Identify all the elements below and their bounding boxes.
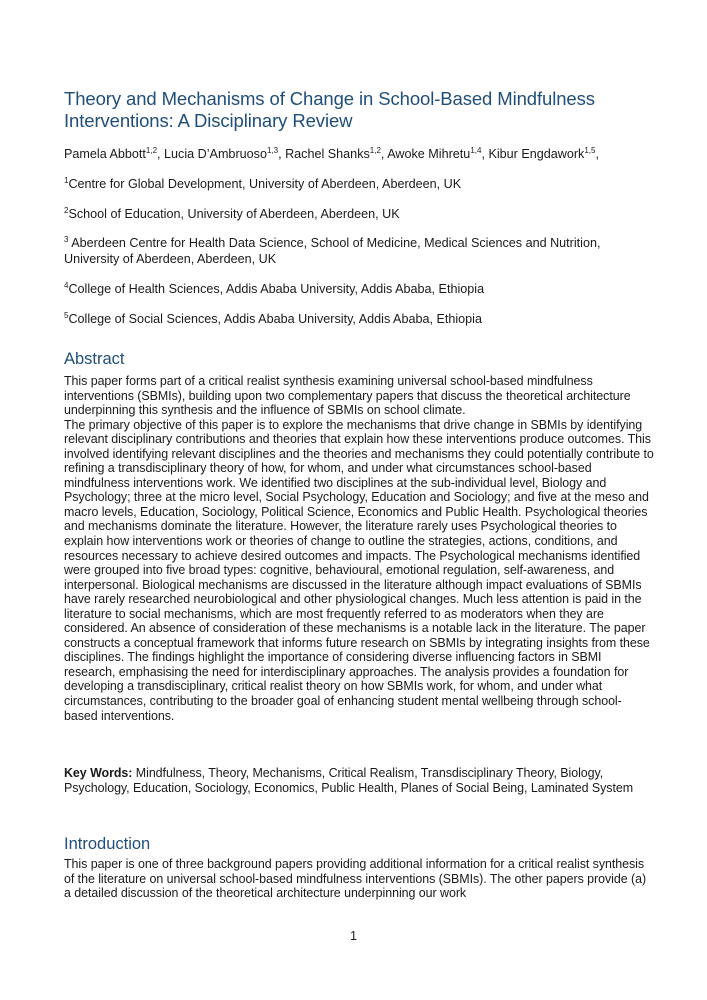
author-list — [64, 146, 654, 162]
author: Rachel Shanks$^{1,2}$, — [285, 146, 388, 161]
affiliation-4: $^4$College of Health Sciences, Addis Ababa University, Addis Ababa, Ethiopia — [64, 281, 485, 296]
affiliation-1: $^1$Centre for Global Development, University of Aberdeen, Aberdeen, UK — [64, 176, 462, 191]
abstract-paragraph: This paper forms part of a critical realist synthesis examining universal school-based mindfulness interventions (SBMIs), building upon two complementary papers that discuss the theoretical architecture underpinning this synthesis and the influence of SBMIs on school climate. — [64, 374, 631, 418]
keywords — [64, 766, 654, 795]
introduction-heading: Introduction — [64, 835, 151, 853]
abstract-body — [64, 374, 654, 723]
abstract-heading: Abstract — [64, 350, 125, 368]
affiliation-3: $^3$ Aberdeen Centre for Health Data Science, School of Medicine, Medical Sciences and Nutrition, University of Aberdeen, Aberdeen, UK — [64, 235, 601, 266]
keywords-text: Mindfulness, Theory, Mechanisms, Critical Realism, Transdisciplinary Theory, Biology, Psychology, Education, Sociology, Economics, Public Health, Planes of Social Being, Laminated System — [64, 766, 634, 795]
paper-title: Theory and Mechanisms of Change in School-Based Mindfulness Interventions: A Disciplinary Review — [64, 88, 595, 131]
affiliation-2: $^2$School of Education, University of Aberdeen, Aberdeen, UK — [64, 206, 400, 221]
author: Pamela Abbott$^{1,2}$, — [64, 146, 165, 161]
introduction-body: This paper is one of three background papers providing additional information for a critical realist synthesis of the literature on universal school-based mindfulness interventions (SBMIs). The other papers provide (a) a detailed discussion of the theoretical architecture underpinning our work — [64, 857, 647, 901]
author: Awoke Mihretu$^{1,4}$, — [387, 146, 489, 161]
author: Lucia D’Ambruoso$^{1,3}$, — [164, 146, 286, 161]
affiliation-5: $^5$College of Social Sciences, Addis Ababa University, Addis Ababa, Ethiopia — [64, 311, 482, 326]
page-number: 1 — [349, 929, 357, 943]
keywords-label: Key Words: — [64, 766, 133, 780]
author: Kibur Engdawork$^{1,5}$, — [488, 146, 599, 161]
abstract-paragraph: The primary objective of this paper is to explore the mechanisms that drive change in SBMIs by identifying relevant disciplinary contributions and theories that explain how these interventions produce outcomes. This involved identifying relevant disciplines and the theories and mechanisms they could potentially contribute to refining a transdisciplinary theory of how, for whom, and under what circumstances school-based mindfulness interventions work. We identified two disciplines at the sub-individual level, Biology and Psychology; three at the micro level, Social Psychology, Education and Sociology; and five at the meso and macro levels, Education, Sociology, Political Science, Economics and Public Health. Psychological theories and mechanisms dominate the literature. However, the literature rarely uses Psychological theories to explain how interventions work or theories of change to outline the strategies, actions, conditions, and resources necessary to achieve desired outcomes and impacts. The Psychological mechanisms identified were grouped into five broad types: cognitive, behavioural, emotional regulation, self-awareness, and interpersonal. Biological mechanisms are discussed in the literature although impact evaluations of SBMIs have rarely researched neurobiological and other physiological changes. Much less attention is paid in the literature to social mechanisms, which are most frequently referred to as moderators when they are considered. An absence of consideration of these mechanisms is a notable lack in the literature. The paper constructs a conceptual framework that informs future research on SBMIs by integrating insights from these disciplines. The findings highlight the importance of considering diverse influencing factors in SBMI research, emphasising the need for interdisciplinary approaches. The analysis provides a foundation for developing a transdisciplinary, critical realist theory on how SBMIs work, for whom, and under what circumstances, contributing to the broader goal of enhancing student mental wellbeing through school-based interventions. — [64, 417, 654, 723]
